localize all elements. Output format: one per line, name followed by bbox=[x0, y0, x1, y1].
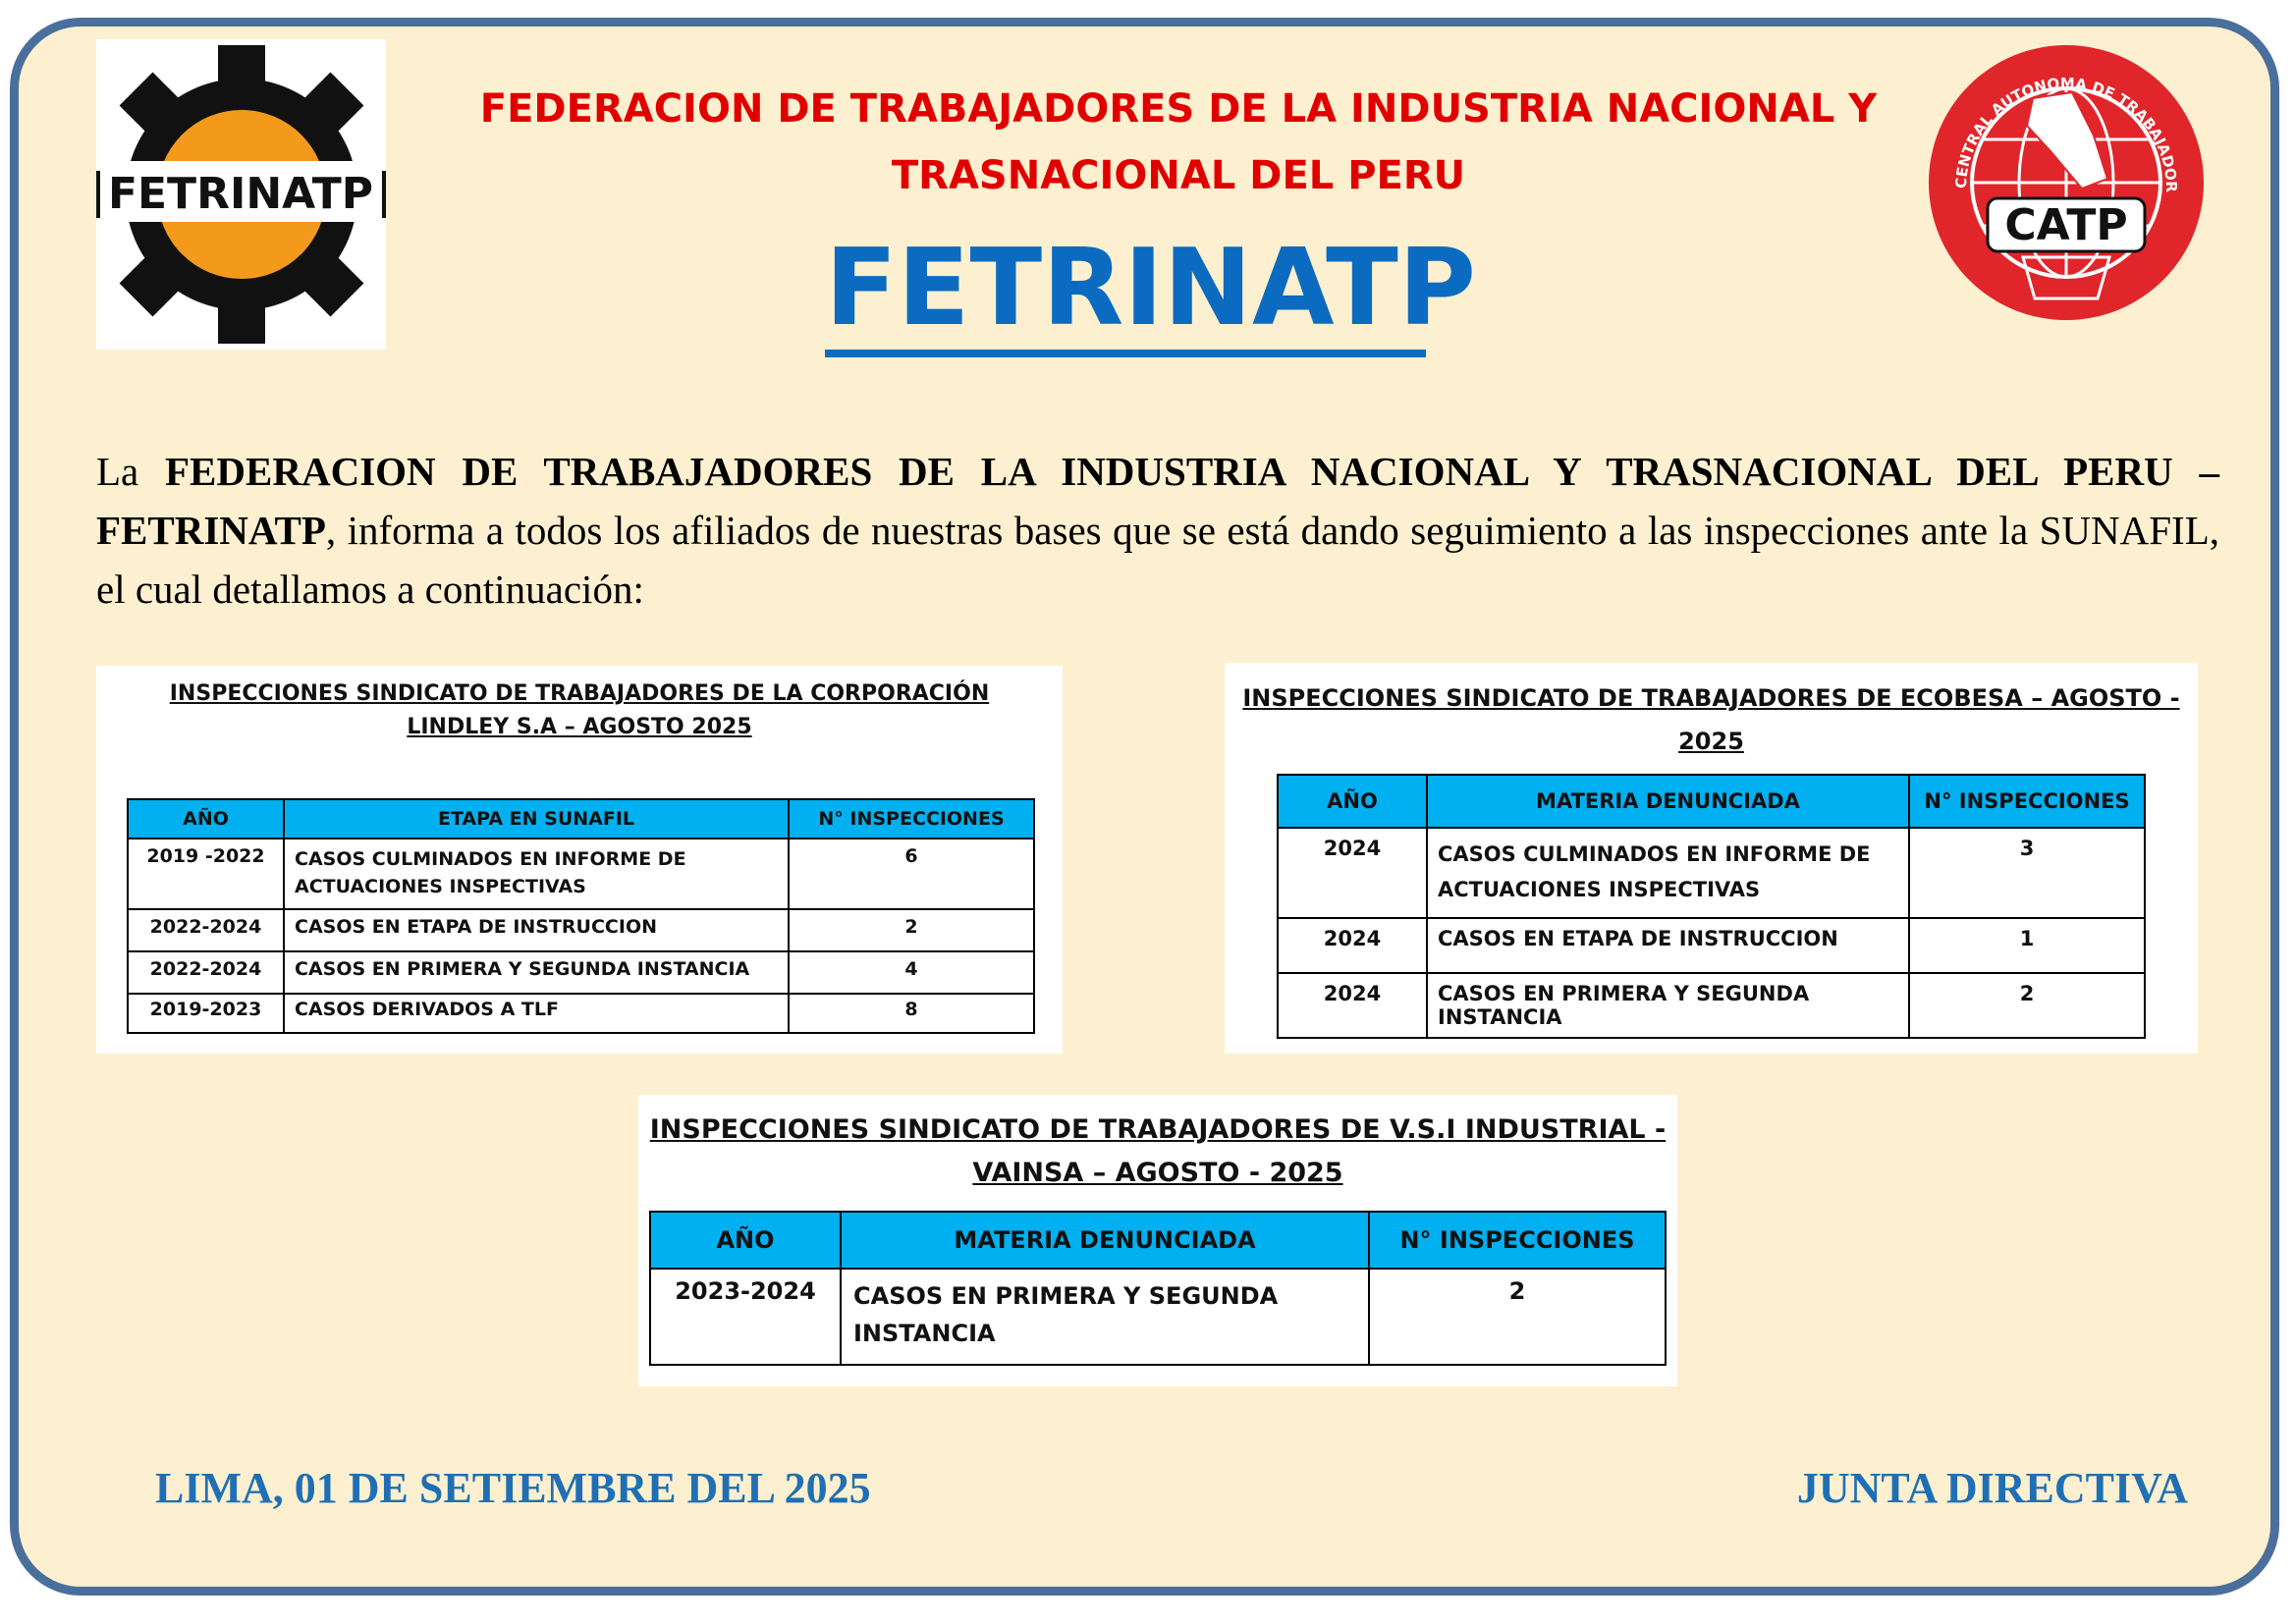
table-cell: CASOS CULMINADOS EN INFORME DE ACTUACIONES INSPECTIVAS bbox=[1427, 828, 1909, 918]
intro-paragraph bbox=[96, 442, 2219, 619]
column-header: AÑO bbox=[1278, 775, 1427, 828]
table-header-row bbox=[1278, 775, 2145, 828]
inspections-table bbox=[649, 1211, 1667, 1366]
table-cell: 2023-2024 bbox=[650, 1269, 841, 1365]
table-panel-vainsa bbox=[638, 1095, 1677, 1386]
table-cell: 4 bbox=[789, 951, 1034, 994]
table-cell: CASOS CULMINADOS EN INFORME DE ACTUACIONES INSPECTIVAS bbox=[284, 839, 789, 909]
header-line-1: FEDERACION DE TRABAJADORES DE LA INDUSTRIA NACIONAL Y bbox=[479, 86, 1878, 132]
table-panel-lindley bbox=[96, 666, 1063, 1054]
table-title-line: LINDLEY S.A – AGOSTO 2025 bbox=[407, 715, 752, 739]
table-row bbox=[128, 951, 1034, 994]
table-cell: 2 bbox=[1369, 1269, 1666, 1365]
column-header: AÑO bbox=[128, 799, 284, 839]
table-cell: 2024 bbox=[1278, 918, 1427, 973]
table-row bbox=[128, 994, 1034, 1033]
inspections-table bbox=[127, 798, 1035, 1034]
table-cell: 6 bbox=[789, 839, 1034, 909]
table-cell: 2022-2024 bbox=[128, 951, 284, 994]
table-cell: 2019 -2022 bbox=[128, 839, 284, 909]
column-header: MATERIA DENUNCIADA bbox=[841, 1212, 1369, 1269]
table-title-line: INSPECCIONES SINDICATO DE TRABAJADORES DE LA CORPORACIÓN bbox=[169, 681, 990, 706]
inspections-table bbox=[1277, 774, 2146, 1039]
column-header: N° INSPECCIONES bbox=[789, 799, 1034, 839]
table-row bbox=[1278, 973, 2145, 1038]
table-row bbox=[1278, 918, 2145, 973]
table-cell: 2 bbox=[1909, 973, 2145, 1038]
svg-text:CENTRAL AUTONOMA DE TRABAJADOR: CENTRAL AUTONOMA DE TRABAJADOR bbox=[1951, 74, 2181, 193]
table-title bbox=[96, 677, 1063, 744]
table-row bbox=[1278, 828, 2145, 918]
table-cell: CASOS EN PRIMERA Y SEGUNDA INSTANCIA bbox=[1427, 973, 1909, 1038]
intro-text-rest: , informa a todos los afiliados de nuestras bases que se está dando seguimiento a las inspecciones ante la SUNAFIL, el cual detallamos a continuación: bbox=[96, 508, 2219, 612]
table-cell: CASOS EN ETAPA DE INSTRUCCION bbox=[284, 909, 789, 951]
signature: JUNTA DIRECTIVA bbox=[1796, 1464, 2188, 1512]
table-cell: 2 bbox=[789, 909, 1034, 951]
column-header: ETAPA EN SUNAFIL bbox=[284, 799, 789, 839]
table-title-line: VAINSA – AGOSTO - 2025 bbox=[972, 1158, 1343, 1188]
header-line-2: TRASNACIONAL DEL PERU bbox=[891, 153, 1466, 198]
page-title: FETRINATP bbox=[825, 234, 1426, 357]
table-header-row bbox=[650, 1212, 1666, 1269]
table-row bbox=[650, 1269, 1666, 1365]
intro-federation-name: FEDERACION DE TRABAJADORES DE LA INDUSTRIA NACIONAL Y TRASNACIONAL DEL PERU – FETRINATP bbox=[96, 449, 2219, 553]
table-cell: 2019-2023 bbox=[128, 994, 284, 1033]
table-cell: 8 bbox=[789, 994, 1034, 1033]
table-title bbox=[638, 1109, 1677, 1195]
table-cell: 2024 bbox=[1278, 973, 1427, 1038]
table-cell: 1 bbox=[1909, 918, 2145, 973]
svg-text:FETRINATP: FETRINATP bbox=[107, 169, 374, 219]
table-cell: CASOS DERIVADOS A TLF bbox=[284, 994, 789, 1033]
column-header: MATERIA DENUNCIADA bbox=[1427, 775, 1909, 828]
table-title-line: INSPECCIONES SINDICATO DE TRABAJADORES DE V.S.I INDUSTRIAL - bbox=[649, 1114, 1667, 1145]
place-date: LIMA, 01 DE SETIEMBRE DEL 2025 bbox=[155, 1464, 871, 1512]
globe-icon bbox=[1925, 41, 2208, 324]
catp-logo bbox=[1925, 41, 2208, 324]
table-header-row bbox=[128, 799, 1034, 839]
column-header: N° INSPECCIONES bbox=[1369, 1212, 1666, 1269]
table-title bbox=[1225, 677, 2198, 763]
table-cell: 3 bbox=[1909, 828, 2145, 918]
table-cell: 2024 bbox=[1278, 828, 1427, 918]
svg-text:CATP: CATP bbox=[2004, 200, 2128, 250]
table-cell: 2022-2024 bbox=[128, 909, 284, 951]
table-cell: CASOS EN PRIMERA Y SEGUNDA INSTANCIA bbox=[841, 1269, 1369, 1365]
table-row bbox=[128, 839, 1034, 909]
fetrinatp-logo bbox=[96, 39, 386, 350]
table-title-line: 2025 bbox=[1678, 728, 1744, 755]
column-header: AÑO bbox=[650, 1212, 841, 1269]
table-row bbox=[128, 909, 1034, 951]
table-title-line: INSPECCIONES SINDICATO DE TRABAJADORES DE ECOBESA – AGOSTO - bbox=[1242, 684, 2180, 712]
gear-icon bbox=[96, 39, 386, 350]
intro-text-start: La bbox=[96, 449, 166, 494]
table-panel-ecobesa bbox=[1225, 663, 2198, 1054]
column-header: N° INSPECCIONES bbox=[1909, 775, 2145, 828]
table-cell: CASOS EN ETAPA DE INSTRUCCION bbox=[1427, 918, 1909, 973]
table-cell: CASOS EN PRIMERA Y SEGUNDA INSTANCIA bbox=[284, 951, 789, 994]
